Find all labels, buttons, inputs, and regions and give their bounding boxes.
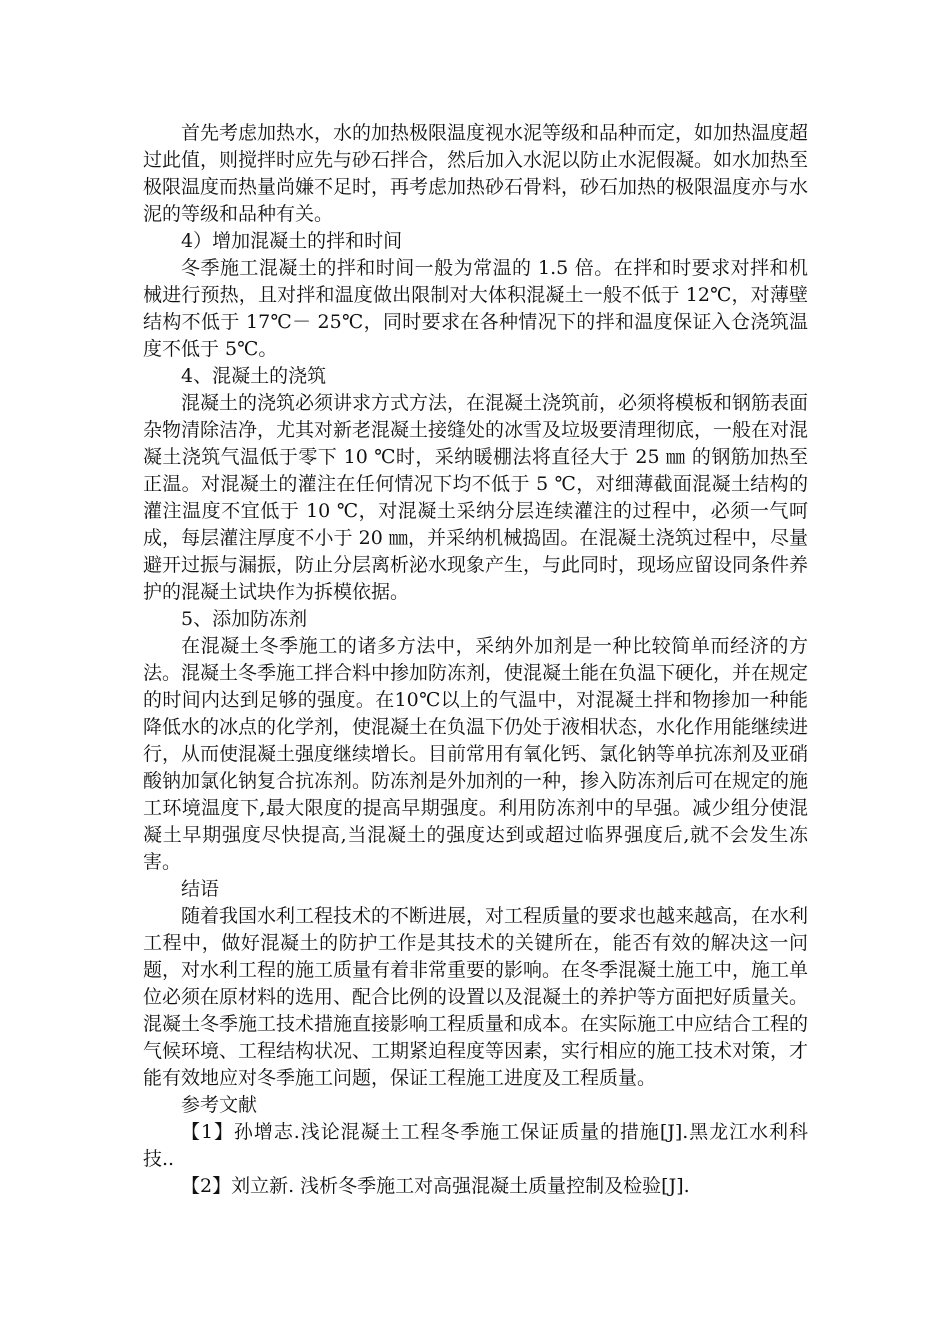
heading-conclusion: 结语 [181, 878, 220, 900]
heading-pouring: 4、混凝土的浇筑 [181, 365, 327, 387]
reference-item-1: 【1】孙增志.浅论混凝土工程冬季施工保证质量的措施[J].黑龙江水利科技.. [143, 1121, 808, 1170]
heading-references: 参考文献 [181, 1094, 258, 1116]
paragraph-pouring: 混凝土的浇筑必须讲求方式方法，在混凝土浇筑前，必须将模板和钢筋表面杂物清除洁净，尤其对新老混凝土接缝处的冰雪及垃圾要清理彻底，一般在对混凝土浇筑气温低于零下 10 ℃时，采纳暖棚法将直径大于 25 ㎜ 的钢筋加热至正温。对混凝土的灌注在任何情况下均不低于 5 ℃，对细薄截面混凝土结构的灌注温度不宜低于 10 ℃，对混凝土采纳分层连续灌注的过程中，必须一气呵成，每层灌注厚度不小于 20 ㎜，并采纳机械捣固。在混凝土浇筑过程中，尽量避开过振与漏振，防止分层离析泌水现象产生，与此同时，现场应留设同条件养护的混凝土试块作为拆模依据。 [143, 392, 809, 603]
paragraph-heating-water: 首先考虑加热水，水的加热极限温度视水泥等级和品种而定，如加热温度超过此值，则搅拌时应先与砂石拌合，然后加入水泥以防止水泥假凝。如水加热至极限温度而热量尚嫌不足时，再考虑加热砂石骨料，砂石加热的极限温度亦与水泥的等级和品种有关。 [143, 122, 809, 225]
heading-antifreeze: 5、添加防冻剂 [181, 608, 308, 630]
document-body [143, 120, 808, 1200]
paragraph-conclusion: 随着我国水利工程技术的不断进展，对工程质量的要求也越来越高，在水利工程中，做好混凝土的防护工作是其技术的关键所在，能否有效的解决这一问题，对水利工程的施工质量有着非常重要的影响。在冬季混凝土施工中，施工单位必须在原材料的选用、配合比例的设置以及混凝土的养护等方面把好质量关。混凝土冬季施工技术措施直接影响工程质量和成本。在实际施工中应结合工程的气候环境、工程结构状况、工期紧迫程度等因素，实行相应的施工技术对策，才能有效地应对冬季施工问题，保证工程施工进度及工程质量。 [143, 905, 809, 1089]
reference-item-2: 【2】刘立新. 浅析冬季施工对高强混凝土质量控制及检验[J]. [181, 1175, 690, 1197]
heading-mixing-time: 4）增加混凝土的拌和时间 [181, 230, 403, 252]
paragraph-mixing-time: 冬季施工混凝土的拌和时间一般为常温的 1.5 倍。在拌和时要求对拌和机械进行预热，且对拌和温度做出限制对大体积混凝土一般不低于 12℃，对薄壁结构不低于 17℃－ 25℃，同时要求在各种情况下的拌和温度保证入仓浇筑温度不低于 5℃。 [143, 257, 808, 360]
paragraph-antifreeze: 在混凝土冬季施工的诸多方法中，采纳外加剂是一种比较简单而经济的方法。混凝土冬季施工拌合料中掺加防冻剂，使混凝土能在负温下硬化，并在规定的时间内达到足够的强度。在10℃以上的气温中，对混凝土拌和物掺加一种能降低水的冰点的化学剂，使混凝土在负温下仍处于液相状态，水化作用能继续进行，从而使混凝土强度继续增长。目前常用有氧化钙、氯化钠等单抗冻剂及亚硝酸钠加氯化钠复合抗冻剂。防冻剂是外加剂的一种，掺入防冻剂后可在规定的施工环境温度下,最大限度的提高早期强度。利用防冻剂中的早强。减少组分使混凝土早期强度尽快提高,当混凝土的强度达到或超过临界强度后,就不会发生冻害。 [143, 635, 809, 873]
